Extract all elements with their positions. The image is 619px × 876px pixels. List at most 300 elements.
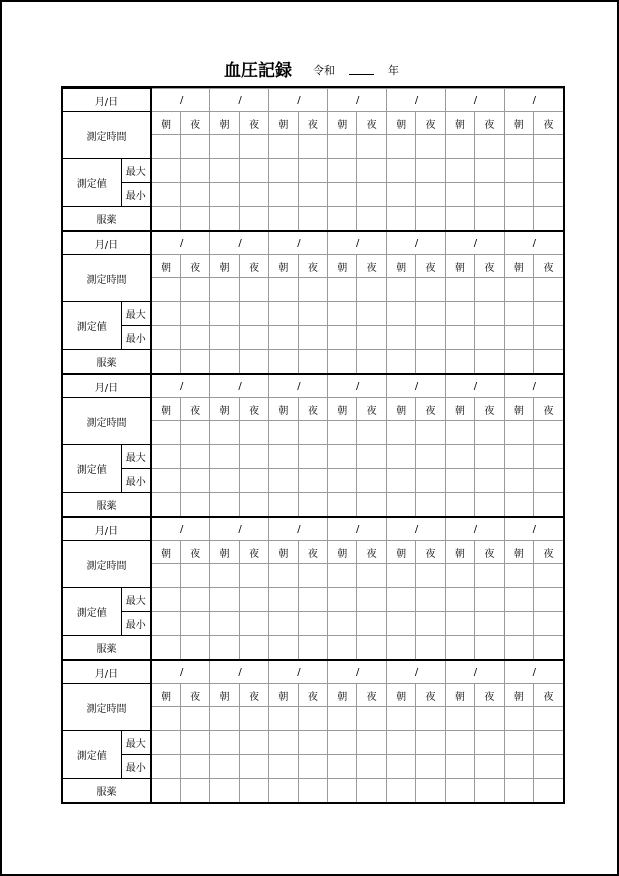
max-value-cell[interactable] xyxy=(504,159,533,183)
min-value-cell[interactable] xyxy=(357,612,386,636)
date-cell[interactable]: / xyxy=(269,660,328,684)
min-value-cell[interactable] xyxy=(416,755,445,779)
time-entry-cell[interactable] xyxy=(445,135,474,159)
min-value-cell[interactable] xyxy=(328,326,357,350)
date-cell[interactable]: / xyxy=(328,660,387,684)
min-value-cell[interactable] xyxy=(269,612,298,636)
min-value-cell[interactable] xyxy=(504,326,533,350)
min-value-cell[interactable] xyxy=(475,755,504,779)
time-entry-cell[interactable] xyxy=(210,564,239,588)
date-cell[interactable]: / xyxy=(386,231,445,255)
min-value-cell[interactable] xyxy=(180,326,209,350)
min-value-cell[interactable] xyxy=(210,469,239,493)
time-entry-cell[interactable] xyxy=(357,707,386,731)
min-value-cell[interactable] xyxy=(239,469,268,493)
max-value-cell[interactable] xyxy=(180,302,209,326)
medicine-cell[interactable] xyxy=(151,350,180,374)
min-value-cell[interactable] xyxy=(269,755,298,779)
date-cell[interactable]: / xyxy=(269,231,328,255)
min-value-cell[interactable] xyxy=(504,755,533,779)
time-entry-cell[interactable] xyxy=(445,707,474,731)
min-value-cell[interactable] xyxy=(210,755,239,779)
medicine-cell[interactable] xyxy=(239,207,268,231)
medicine-cell[interactable] xyxy=(210,493,239,517)
time-entry-cell[interactable] xyxy=(151,707,180,731)
time-entry-cell[interactable] xyxy=(239,135,268,159)
date-cell[interactable]: / xyxy=(210,660,269,684)
max-value-cell[interactable] xyxy=(475,302,504,326)
min-value-cell[interactable] xyxy=(386,469,415,493)
min-value-cell[interactable] xyxy=(416,469,445,493)
time-entry-cell[interactable] xyxy=(210,707,239,731)
min-value-cell[interactable] xyxy=(533,755,563,779)
max-value-cell[interactable] xyxy=(386,588,415,612)
min-value-cell[interactable] xyxy=(475,326,504,350)
min-value-cell[interactable] xyxy=(357,755,386,779)
time-entry-cell[interactable] xyxy=(445,564,474,588)
min-value-cell[interactable] xyxy=(328,755,357,779)
min-value-cell[interactable] xyxy=(445,326,474,350)
max-value-cell[interactable] xyxy=(445,159,474,183)
max-value-cell[interactable] xyxy=(416,588,445,612)
max-value-cell[interactable] xyxy=(328,445,357,469)
medicine-cell[interactable] xyxy=(328,350,357,374)
medicine-cell[interactable] xyxy=(475,350,504,374)
time-entry-cell[interactable] xyxy=(269,707,298,731)
medicine-cell[interactable] xyxy=(386,350,415,374)
max-value-cell[interactable] xyxy=(298,445,327,469)
min-value-cell[interactable] xyxy=(357,183,386,207)
time-entry-cell[interactable] xyxy=(298,135,327,159)
medicine-cell[interactable] xyxy=(180,636,209,660)
time-entry-cell[interactable] xyxy=(475,564,504,588)
time-entry-cell[interactable] xyxy=(386,707,415,731)
max-value-cell[interactable] xyxy=(357,445,386,469)
time-entry-cell[interactable] xyxy=(504,421,533,445)
time-entry-cell[interactable] xyxy=(210,421,239,445)
min-value-cell[interactable] xyxy=(210,183,239,207)
min-value-cell[interactable] xyxy=(445,612,474,636)
medicine-cell[interactable] xyxy=(328,636,357,660)
max-value-cell[interactable] xyxy=(180,159,209,183)
min-value-cell[interactable] xyxy=(298,469,327,493)
max-value-cell[interactable] xyxy=(504,445,533,469)
max-value-cell[interactable] xyxy=(298,588,327,612)
medicine-cell[interactable] xyxy=(533,493,563,517)
medicine-cell[interactable] xyxy=(416,636,445,660)
max-value-cell[interactable] xyxy=(210,159,239,183)
medicine-cell[interactable] xyxy=(475,493,504,517)
max-value-cell[interactable] xyxy=(328,159,357,183)
max-value-cell[interactable] xyxy=(239,588,268,612)
min-value-cell[interactable] xyxy=(328,612,357,636)
time-entry-cell[interactable] xyxy=(269,278,298,302)
time-entry-cell[interactable] xyxy=(357,135,386,159)
max-value-cell[interactable] xyxy=(357,731,386,755)
min-value-cell[interactable] xyxy=(416,326,445,350)
max-value-cell[interactable] xyxy=(416,159,445,183)
min-value-cell[interactable] xyxy=(151,326,180,350)
time-entry-cell[interactable] xyxy=(416,278,445,302)
medicine-cell[interactable] xyxy=(386,207,415,231)
year-blank-field[interactable] xyxy=(349,74,374,75)
medicine-cell[interactable] xyxy=(504,350,533,374)
min-value-cell[interactable] xyxy=(151,469,180,493)
time-entry-cell[interactable] xyxy=(328,278,357,302)
max-value-cell[interactable] xyxy=(416,302,445,326)
min-value-cell[interactable] xyxy=(151,755,180,779)
max-value-cell[interactable] xyxy=(328,731,357,755)
time-entry-cell[interactable] xyxy=(239,421,268,445)
time-entry-cell[interactable] xyxy=(269,564,298,588)
max-value-cell[interactable] xyxy=(445,588,474,612)
max-value-cell[interactable] xyxy=(533,731,563,755)
min-value-cell[interactable] xyxy=(180,755,209,779)
max-value-cell[interactable] xyxy=(445,445,474,469)
medicine-cell[interactable] xyxy=(445,207,474,231)
date-cell[interactable]: / xyxy=(151,517,210,541)
min-value-cell[interactable] xyxy=(239,755,268,779)
max-value-cell[interactable] xyxy=(416,445,445,469)
max-value-cell[interactable] xyxy=(504,731,533,755)
time-entry-cell[interactable] xyxy=(475,707,504,731)
min-value-cell[interactable] xyxy=(210,612,239,636)
date-cell[interactable]: / xyxy=(269,517,328,541)
max-value-cell[interactable] xyxy=(151,159,180,183)
medicine-cell[interactable] xyxy=(445,493,474,517)
min-value-cell[interactable] xyxy=(504,612,533,636)
medicine-cell[interactable] xyxy=(269,636,298,660)
date-cell[interactable]: / xyxy=(210,231,269,255)
time-entry-cell[interactable] xyxy=(328,707,357,731)
max-value-cell[interactable] xyxy=(239,159,268,183)
max-value-cell[interactable] xyxy=(239,302,268,326)
min-value-cell[interactable] xyxy=(239,183,268,207)
time-entry-cell[interactable] xyxy=(475,135,504,159)
date-cell[interactable]: / xyxy=(504,231,563,255)
time-entry-cell[interactable] xyxy=(180,278,209,302)
medicine-cell[interactable] xyxy=(504,636,533,660)
max-value-cell[interactable] xyxy=(445,731,474,755)
date-cell[interactable]: / xyxy=(328,517,387,541)
time-entry-cell[interactable] xyxy=(328,564,357,588)
medicine-cell[interactable] xyxy=(151,779,180,803)
min-value-cell[interactable] xyxy=(533,326,563,350)
time-entry-cell[interactable] xyxy=(386,135,415,159)
time-entry-cell[interactable] xyxy=(298,421,327,445)
medicine-cell[interactable] xyxy=(210,207,239,231)
max-value-cell[interactable] xyxy=(269,302,298,326)
min-value-cell[interactable] xyxy=(445,183,474,207)
medicine-cell[interactable] xyxy=(180,207,209,231)
min-value-cell[interactable] xyxy=(269,326,298,350)
date-cell[interactable]: / xyxy=(328,374,387,398)
medicine-cell[interactable] xyxy=(416,779,445,803)
date-cell[interactable]: / xyxy=(151,660,210,684)
time-entry-cell[interactable] xyxy=(416,135,445,159)
date-cell[interactable]: / xyxy=(151,231,210,255)
medicine-cell[interactable] xyxy=(475,207,504,231)
max-value-cell[interactable] xyxy=(180,731,209,755)
max-value-cell[interactable] xyxy=(151,731,180,755)
medicine-cell[interactable] xyxy=(151,493,180,517)
min-value-cell[interactable] xyxy=(269,469,298,493)
medicine-cell[interactable] xyxy=(298,493,327,517)
min-value-cell[interactable] xyxy=(386,612,415,636)
time-entry-cell[interactable] xyxy=(269,421,298,445)
medicine-cell[interactable] xyxy=(180,779,209,803)
max-value-cell[interactable] xyxy=(328,302,357,326)
medicine-cell[interactable] xyxy=(269,350,298,374)
medicine-cell[interactable] xyxy=(386,779,415,803)
time-entry-cell[interactable] xyxy=(533,135,563,159)
min-value-cell[interactable] xyxy=(533,612,563,636)
max-value-cell[interactable] xyxy=(504,302,533,326)
min-value-cell[interactable] xyxy=(533,183,563,207)
max-value-cell[interactable] xyxy=(210,588,239,612)
medicine-cell[interactable] xyxy=(328,207,357,231)
max-value-cell[interactable] xyxy=(298,302,327,326)
medicine-cell[interactable] xyxy=(357,636,386,660)
max-value-cell[interactable] xyxy=(298,731,327,755)
min-value-cell[interactable] xyxy=(475,612,504,636)
time-entry-cell[interactable] xyxy=(386,278,415,302)
time-entry-cell[interactable] xyxy=(328,135,357,159)
time-entry-cell[interactable] xyxy=(386,421,415,445)
time-entry-cell[interactable] xyxy=(445,421,474,445)
max-value-cell[interactable] xyxy=(475,159,504,183)
time-entry-cell[interactable] xyxy=(533,707,563,731)
min-value-cell[interactable] xyxy=(445,469,474,493)
max-value-cell[interactable] xyxy=(357,302,386,326)
medicine-cell[interactable] xyxy=(416,493,445,517)
time-entry-cell[interactable] xyxy=(533,278,563,302)
medicine-cell[interactable] xyxy=(180,493,209,517)
time-entry-cell[interactable] xyxy=(416,564,445,588)
date-cell[interactable]: / xyxy=(504,517,563,541)
date-cell[interactable]: / xyxy=(386,517,445,541)
time-entry-cell[interactable] xyxy=(298,564,327,588)
max-value-cell[interactable] xyxy=(269,159,298,183)
date-cell[interactable]: / xyxy=(504,374,563,398)
date-cell[interactable]: / xyxy=(504,660,563,684)
date-cell[interactable]: / xyxy=(210,517,269,541)
time-entry-cell[interactable] xyxy=(445,278,474,302)
time-entry-cell[interactable] xyxy=(504,707,533,731)
max-value-cell[interactable] xyxy=(533,302,563,326)
min-value-cell[interactable] xyxy=(269,183,298,207)
max-value-cell[interactable] xyxy=(210,731,239,755)
max-value-cell[interactable] xyxy=(180,588,209,612)
time-entry-cell[interactable] xyxy=(180,707,209,731)
medicine-cell[interactable] xyxy=(416,350,445,374)
min-value-cell[interactable] xyxy=(239,326,268,350)
time-entry-cell[interactable] xyxy=(210,135,239,159)
medicine-cell[interactable] xyxy=(533,636,563,660)
medicine-cell[interactable] xyxy=(269,493,298,517)
max-value-cell[interactable] xyxy=(533,588,563,612)
max-value-cell[interactable] xyxy=(151,588,180,612)
time-entry-cell[interactable] xyxy=(328,421,357,445)
date-cell[interactable]: / xyxy=(151,374,210,398)
min-value-cell[interactable] xyxy=(151,183,180,207)
date-cell[interactable]: / xyxy=(386,89,445,112)
medicine-cell[interactable] xyxy=(533,207,563,231)
medicine-cell[interactable] xyxy=(151,207,180,231)
medicine-cell[interactable] xyxy=(328,493,357,517)
max-value-cell[interactable] xyxy=(180,445,209,469)
max-value-cell[interactable] xyxy=(386,731,415,755)
time-entry-cell[interactable] xyxy=(180,135,209,159)
time-entry-cell[interactable] xyxy=(239,564,268,588)
time-entry-cell[interactable] xyxy=(416,707,445,731)
date-cell[interactable]: / xyxy=(269,374,328,398)
medicine-cell[interactable] xyxy=(298,207,327,231)
min-value-cell[interactable] xyxy=(445,755,474,779)
medicine-cell[interactable] xyxy=(416,207,445,231)
max-value-cell[interactable] xyxy=(269,731,298,755)
medicine-cell[interactable] xyxy=(298,779,327,803)
medicine-cell[interactable] xyxy=(504,207,533,231)
max-value-cell[interactable] xyxy=(269,445,298,469)
time-entry-cell[interactable] xyxy=(298,707,327,731)
medicine-cell[interactable] xyxy=(269,779,298,803)
time-entry-cell[interactable] xyxy=(504,564,533,588)
time-entry-cell[interactable] xyxy=(504,135,533,159)
min-value-cell[interactable] xyxy=(357,326,386,350)
medicine-cell[interactable] xyxy=(180,350,209,374)
time-entry-cell[interactable] xyxy=(239,707,268,731)
max-value-cell[interactable] xyxy=(386,302,415,326)
date-cell[interactable]: / xyxy=(210,89,269,112)
time-entry-cell[interactable] xyxy=(269,135,298,159)
medicine-cell[interactable] xyxy=(151,636,180,660)
date-cell[interactable]: / xyxy=(445,231,504,255)
min-value-cell[interactable] xyxy=(504,183,533,207)
date-cell[interactable]: / xyxy=(386,660,445,684)
medicine-cell[interactable] xyxy=(533,350,563,374)
min-value-cell[interactable] xyxy=(416,183,445,207)
min-value-cell[interactable] xyxy=(475,183,504,207)
medicine-cell[interactable] xyxy=(357,493,386,517)
date-cell[interactable]: / xyxy=(504,89,563,112)
medicine-cell[interactable] xyxy=(210,350,239,374)
time-entry-cell[interactable] xyxy=(151,564,180,588)
medicine-cell[interactable] xyxy=(357,207,386,231)
time-entry-cell[interactable] xyxy=(239,278,268,302)
max-value-cell[interactable] xyxy=(298,159,327,183)
time-entry-cell[interactable] xyxy=(475,421,504,445)
min-value-cell[interactable] xyxy=(386,755,415,779)
min-value-cell[interactable] xyxy=(504,469,533,493)
min-value-cell[interactable] xyxy=(357,469,386,493)
min-value-cell[interactable] xyxy=(298,612,327,636)
max-value-cell[interactable] xyxy=(151,302,180,326)
max-value-cell[interactable] xyxy=(475,445,504,469)
medicine-cell[interactable] xyxy=(445,350,474,374)
medicine-cell[interactable] xyxy=(239,779,268,803)
time-entry-cell[interactable] xyxy=(151,278,180,302)
medicine-cell[interactable] xyxy=(210,636,239,660)
min-value-cell[interactable] xyxy=(416,612,445,636)
time-entry-cell[interactable] xyxy=(151,421,180,445)
max-value-cell[interactable] xyxy=(328,588,357,612)
medicine-cell[interactable] xyxy=(298,350,327,374)
max-value-cell[interactable] xyxy=(416,731,445,755)
min-value-cell[interactable] xyxy=(386,326,415,350)
date-cell[interactable]: / xyxy=(151,89,210,112)
max-value-cell[interactable] xyxy=(239,731,268,755)
medicine-cell[interactable] xyxy=(328,779,357,803)
min-value-cell[interactable] xyxy=(386,183,415,207)
max-value-cell[interactable] xyxy=(210,302,239,326)
time-entry-cell[interactable] xyxy=(210,278,239,302)
min-value-cell[interactable] xyxy=(210,326,239,350)
time-entry-cell[interactable] xyxy=(180,564,209,588)
min-value-cell[interactable] xyxy=(328,469,357,493)
min-value-cell[interactable] xyxy=(239,612,268,636)
max-value-cell[interactable] xyxy=(239,445,268,469)
medicine-cell[interactable] xyxy=(504,493,533,517)
medicine-cell[interactable] xyxy=(239,636,268,660)
max-value-cell[interactable] xyxy=(475,588,504,612)
time-entry-cell[interactable] xyxy=(298,278,327,302)
date-cell[interactable]: / xyxy=(328,231,387,255)
time-entry-cell[interactable] xyxy=(533,421,563,445)
max-value-cell[interactable] xyxy=(210,445,239,469)
date-cell[interactable]: / xyxy=(210,374,269,398)
max-value-cell[interactable] xyxy=(269,588,298,612)
medicine-cell[interactable] xyxy=(357,779,386,803)
min-value-cell[interactable] xyxy=(180,612,209,636)
medicine-cell[interactable] xyxy=(298,636,327,660)
date-cell[interactable]: / xyxy=(269,89,328,112)
time-entry-cell[interactable] xyxy=(180,421,209,445)
medicine-cell[interactable] xyxy=(504,779,533,803)
medicine-cell[interactable] xyxy=(210,779,239,803)
time-entry-cell[interactable] xyxy=(416,421,445,445)
date-cell[interactable]: / xyxy=(445,660,504,684)
max-value-cell[interactable] xyxy=(386,159,415,183)
medicine-cell[interactable] xyxy=(357,350,386,374)
date-cell[interactable]: / xyxy=(445,89,504,112)
medicine-cell[interactable] xyxy=(239,493,268,517)
max-value-cell[interactable] xyxy=(151,445,180,469)
min-value-cell[interactable] xyxy=(298,326,327,350)
time-entry-cell[interactable] xyxy=(475,278,504,302)
time-entry-cell[interactable] xyxy=(357,421,386,445)
max-value-cell[interactable] xyxy=(475,731,504,755)
min-value-cell[interactable] xyxy=(475,469,504,493)
min-value-cell[interactable] xyxy=(180,183,209,207)
medicine-cell[interactable] xyxy=(475,779,504,803)
date-cell[interactable]: / xyxy=(386,374,445,398)
min-value-cell[interactable] xyxy=(180,469,209,493)
max-value-cell[interactable] xyxy=(533,159,563,183)
max-value-cell[interactable] xyxy=(504,588,533,612)
date-cell[interactable]: / xyxy=(328,89,387,112)
min-value-cell[interactable] xyxy=(151,612,180,636)
min-value-cell[interactable] xyxy=(328,183,357,207)
max-value-cell[interactable] xyxy=(533,445,563,469)
time-entry-cell[interactable] xyxy=(151,135,180,159)
time-entry-cell[interactable] xyxy=(504,278,533,302)
medicine-cell[interactable] xyxy=(239,350,268,374)
date-cell[interactable]: / xyxy=(445,374,504,398)
max-value-cell[interactable] xyxy=(386,445,415,469)
date-cell[interactable]: / xyxy=(445,517,504,541)
max-value-cell[interactable] xyxy=(357,159,386,183)
